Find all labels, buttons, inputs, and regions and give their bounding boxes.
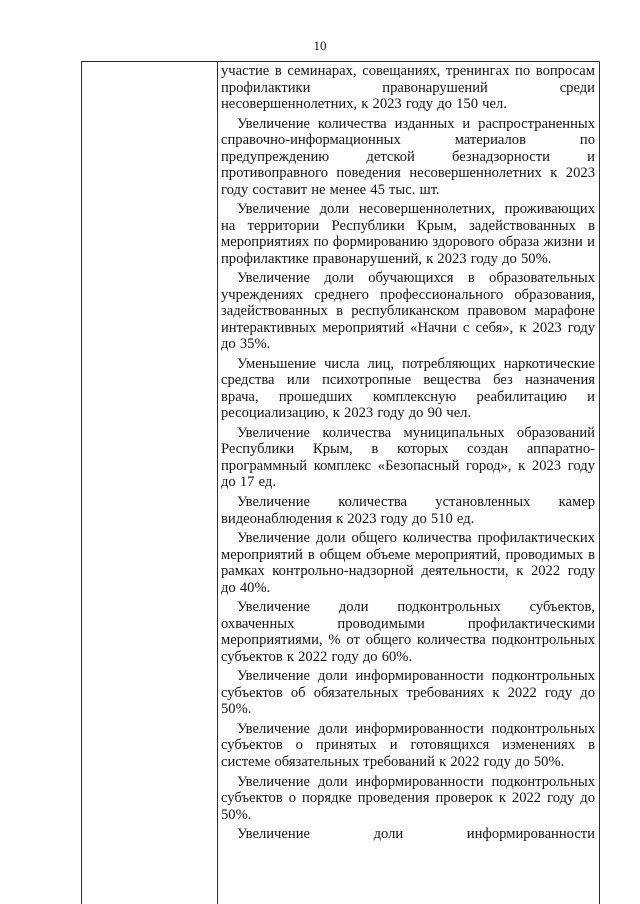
page-number: 10: [313, 38, 327, 53]
content-cell: [221, 63, 595, 843]
paragraph: участие в семинарах, совещаниях, тренингах по вопросам профилактики правонарушений среди несовершеннолетних, к 2023 году до 150 чел.: [221, 63, 595, 112]
paragraph: Увеличение доли информированности подконтрольных субъектов о принятых и готовящихся изменениях в системе обязательных требований к 2022 году до 50%.: [221, 720, 595, 770]
paragraph: Увеличение количества муниципальных образований Республики Крым, в которых создан аппаратно-программный комплекс «Безопасный город», к 2023 году до 17 ед.: [221, 424, 595, 491]
column-divider: [217, 62, 218, 904]
paragraph: Увеличение доли информированности: [237, 826, 595, 843]
paragraph: Увеличение доли подконтрольных субъектов, охваченных проводимыми профилактическими мероприятиями, % от общего количества подконтрольных субъектов к 2022 году до 60%.: [221, 599, 595, 665]
paragraph: Увеличение количества установленных камер видеонаблюдения к 2023 году до 510 ед.: [221, 494, 595, 527]
paragraph: Уменьшение числа лиц, потребляющих наркотические средства или психотропные вещества без назначения врача, прошедших комплексную реабилитацию и ресоциализацию, к 2023 году до 90 чел.: [221, 355, 595, 422]
paragraph: Увеличение доли обучающихся в образовательных учреждениях среднего профессионального образования, задействованных в республиканском правовом марафоне интерактивных мероприятий «Начни с себя», к 2023 году до 35%.: [221, 270, 595, 353]
paragraph: Увеличение доли информированности подконтрольных субъектов об обязательных требованиях к 2022 году до 50%.: [221, 668, 595, 718]
paragraph: Увеличение количества изданных и распространенных справочно-информационных материалов по предупреждению детской безнадзорности и противоправного поведения несовершеннолетних к 2023 году составит не менее 45 тыс. шт.: [221, 115, 595, 198]
paragraph: Увеличение доли информированности подконтрольных субъектов о порядке проведения проверок к 2022 году до 50%.: [221, 773, 595, 823]
paragraph: Увеличение доли несовершеннолетних, проживающих на территории Республики Крым, задействованных в мероприятиях по формированию здорового образа жизни и профилактике правонарушений, к 2023 году до 50%.: [221, 201, 595, 267]
table: [81, 61, 600, 904]
paragraph: Увеличение доли общего количества профилактических мероприятий в общем объеме мероприятий, проводимых в рамках контрольно-надзорной деятельности, к 2022 году до 40%.: [221, 530, 595, 596]
